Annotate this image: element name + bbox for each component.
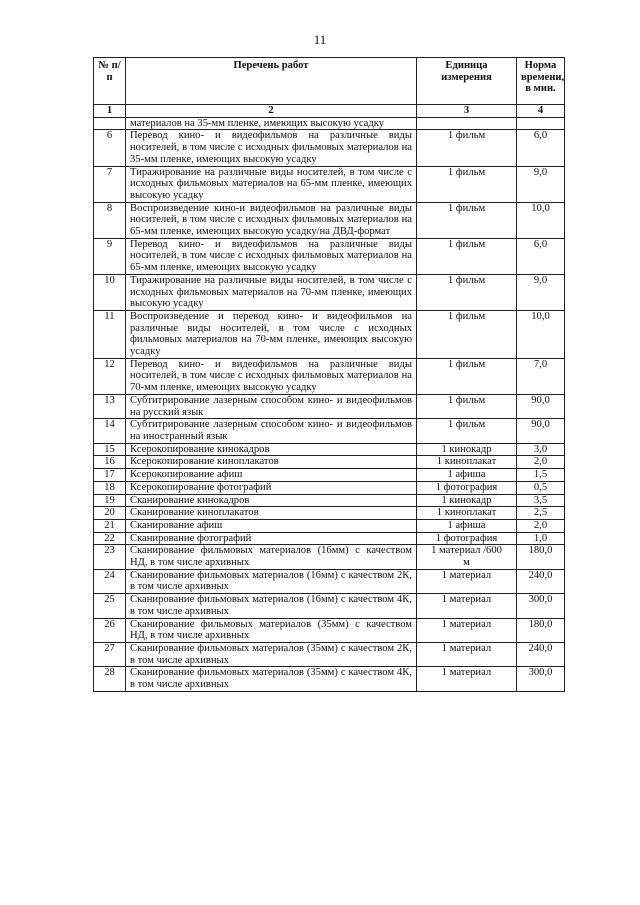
cell-norm: 1,0	[517, 532, 565, 545]
cell-norm: 180,0	[517, 618, 565, 642]
cell-work: Ксерокопирование кинокадров	[126, 443, 417, 456]
cell-num	[94, 117, 126, 130]
cell-unit: 1 материал	[417, 642, 517, 666]
cell-norm: 10,0	[517, 310, 565, 358]
cell-num: 9	[94, 238, 126, 274]
cell-unit: 1 фильм	[417, 202, 517, 238]
cell-unit: 1 фотография	[417, 532, 517, 545]
table-row	[94, 594, 565, 618]
cell-work: Сканирование фильмовых материалов (35мм) с качеством 2К, в том числе архивных	[126, 642, 417, 666]
cell-num: 8	[94, 202, 126, 238]
cell-work: Сканирование фильмовых материалов (35мм) с качеством 4К, в том числе архивных	[126, 667, 417, 691]
cell-work: Тиражирование на различные виды носителей, в том числе с исходных фильмовых материалов на 70-мм пленке, имеющих высокую усадку	[126, 274, 417, 310]
table-row	[94, 274, 565, 310]
cell-unit: 1 фильм	[417, 274, 517, 310]
cell-unit: 1 киноплакат	[417, 456, 517, 469]
cell-work: Перевод кино- и видеофильмов на различные виды носителей, в том числе с исходных фильмовых материалов на 35-мм пленке, имеющих высокую усадку	[126, 130, 417, 166]
cell-num: 24	[94, 569, 126, 593]
cell-unit: 1 фильм	[417, 419, 517, 443]
cell-num: 16	[94, 456, 126, 469]
cell-work: Ксерокопирование киноплакатов	[126, 456, 417, 469]
cell-num: 11	[94, 310, 126, 358]
cell-num: 22	[94, 532, 126, 545]
table-row	[94, 419, 565, 443]
header-num: № п/п	[94, 58, 126, 105]
table-row	[94, 394, 565, 418]
cell-unit: 1 материал /600 м	[417, 545, 517, 569]
column-index-3: 3	[417, 105, 517, 118]
cell-unit: 1 фильм	[417, 238, 517, 274]
works-table	[93, 57, 565, 692]
table-row	[94, 494, 565, 507]
cell-norm: 180,0	[517, 545, 565, 569]
page-number: 11	[313, 32, 327, 47]
cell-norm: 300,0	[517, 667, 565, 691]
table-row	[94, 469, 565, 482]
cell-norm: 10,0	[517, 202, 565, 238]
header-work: Перечень работ	[126, 58, 417, 105]
cell-norm: 1,5	[517, 469, 565, 482]
table-row	[94, 166, 565, 202]
cell-norm: 9,0	[517, 166, 565, 202]
column-index-2: 2	[126, 105, 417, 118]
cell-num: 14	[94, 419, 126, 443]
cell-norm: 6,0	[517, 130, 565, 166]
cell-norm: 0,5	[517, 481, 565, 494]
cell-unit: 1 материал	[417, 569, 517, 593]
cell-unit: 1 фильм	[417, 166, 517, 202]
cell-work: Ксерокопирование фотографий	[126, 481, 417, 494]
cell-num: 15	[94, 443, 126, 456]
table-header	[94, 58, 565, 118]
table-row	[94, 202, 565, 238]
column-index-4: 4	[517, 105, 565, 118]
cell-num: 26	[94, 618, 126, 642]
cell-work: Сканирование афиш	[126, 519, 417, 532]
header-norm: Норма времени, в мин.	[517, 58, 565, 105]
table-row	[94, 545, 565, 569]
cell-norm: 90,0	[517, 394, 565, 418]
table-row	[94, 358, 565, 394]
cell-unit: 1 кинокадр	[417, 443, 517, 456]
cell-num: 21	[94, 519, 126, 532]
cell-norm: 7,0	[517, 358, 565, 394]
cell-unit: 1 фотография	[417, 481, 517, 494]
cell-num: 7	[94, 166, 126, 202]
cell-unit: 1 афиша	[417, 519, 517, 532]
cell-work: Воспроизведение кино-и видеофильмов на различные виды носителей, в том числе с исходных фильмовых материалов на 65-мм пленке, имеющих высокую усадку/на ДВД-формат	[126, 202, 417, 238]
cell-norm: 3,0	[517, 443, 565, 456]
cell-norm: 240,0	[517, 642, 565, 666]
cell-num: 18	[94, 481, 126, 494]
cell-norm: 2,0	[517, 456, 565, 469]
cell-work: Тиражирование на различные виды носителей, в том числе с исходных фильмовых материалов на 65-мм пленке, имеющих высокую усадку	[126, 166, 417, 202]
cell-work: Сканирование киноплакатов	[126, 507, 417, 520]
table-row	[94, 117, 565, 130]
cell-work: Сканирование кинокадров	[126, 494, 417, 507]
table-row	[94, 310, 565, 358]
cell-norm: 2,5	[517, 507, 565, 520]
cell-work: Субтитрирование лазерным способом кино- и видеофильмов на русский язык	[126, 394, 417, 418]
cell-num: 19	[94, 494, 126, 507]
table-row	[94, 456, 565, 469]
cell-norm: 9,0	[517, 274, 565, 310]
cell-unit: 1 афиша	[417, 469, 517, 482]
cell-work: Ксерокопирование афиш	[126, 469, 417, 482]
cell-norm: 2,0	[517, 519, 565, 532]
table-row	[94, 642, 565, 666]
cell-num: 27	[94, 642, 126, 666]
cell-unit: 1 материал	[417, 618, 517, 642]
table-row	[94, 507, 565, 520]
cell-num: 23	[94, 545, 126, 569]
table-row	[94, 130, 565, 166]
cell-work: Сканирование фильмовых материалов (16мм) с качеством 2К, в том числе архивных	[126, 569, 417, 593]
cell-work: Субтитрирование лазерным способом кино- и видеофильмов на иностранный язык	[126, 419, 417, 443]
table-row	[94, 238, 565, 274]
cell-num: 13	[94, 394, 126, 418]
table-row	[94, 618, 565, 642]
cell-work: Перевод кино- и видеофильмов на различные виды носителей, в том числе с исходных фильмовых материалов на 65-мм пленке, имеющих высокую усадку	[126, 238, 417, 274]
table-row	[94, 667, 565, 691]
cell-norm: 3,5	[517, 494, 565, 507]
cell-unit: 1 материал	[417, 594, 517, 618]
cell-work: Сканирование фильмовых материалов (16мм) с качеством 4К, в том числе архивных	[126, 594, 417, 618]
table-row	[94, 443, 565, 456]
cell-work: Сканирование фотографий	[126, 532, 417, 545]
cell-num: 12	[94, 358, 126, 394]
cell-num: 20	[94, 507, 126, 520]
cell-unit: 1 фильм	[417, 310, 517, 358]
cell-unit: 1 киноплакат	[417, 507, 517, 520]
cell-num: 17	[94, 469, 126, 482]
header-unit: Единица измерения	[417, 58, 517, 105]
cell-num: 10	[94, 274, 126, 310]
cell-num: 28	[94, 667, 126, 691]
cell-norm: 240,0	[517, 569, 565, 593]
cell-norm: 6,0	[517, 238, 565, 274]
cell-unit: 1 материал	[417, 667, 517, 691]
column-index-1: 1	[94, 105, 126, 118]
cell-unit: 1 фильм	[417, 358, 517, 394]
cell-work: Сканирование фильмовых материалов (16мм) с качеством НД, в том числе архивных	[126, 545, 417, 569]
cell-unit	[417, 117, 517, 130]
cell-work: Перевод кино- и видеофильмов на различные виды носителей, в том числе с исходных фильмовых материалов на 70-мм пленке, имеющих высокую усадку	[126, 358, 417, 394]
cell-norm	[517, 117, 565, 130]
cell-num: 6	[94, 130, 126, 166]
table-row	[94, 532, 565, 545]
cell-unit: 1 кинокадр	[417, 494, 517, 507]
cell-work: Воспроизведение и перевод кино- и видеофильмов на различные виды носителей, в том числе с исходных фильмовых материалов на 70-мм пленке, имеющих высокую усадку	[126, 310, 417, 358]
table-body	[94, 117, 565, 691]
table-row	[94, 519, 565, 532]
cell-work: материалов на 35-мм пленке, имеющих высокую усадку	[126, 117, 417, 130]
cell-work: Сканирование фильмовых материалов (35мм) с качеством НД, в том числе архивных	[126, 618, 417, 642]
table-row	[94, 569, 565, 593]
cell-num: 25	[94, 594, 126, 618]
cell-unit: 1 фильм	[417, 394, 517, 418]
table-row	[94, 481, 565, 494]
cell-norm: 300,0	[517, 594, 565, 618]
cell-norm: 90,0	[517, 419, 565, 443]
cell-unit: 1 фильм	[417, 130, 517, 166]
